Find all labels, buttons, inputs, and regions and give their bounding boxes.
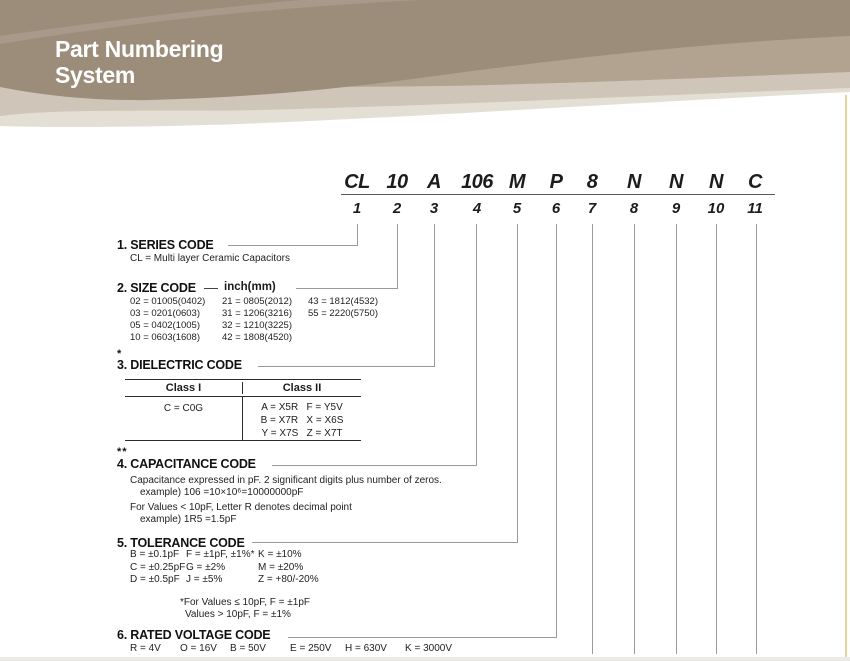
class2-row: Y = X7S Z = X7T xyxy=(261,427,343,439)
part-number-underline xyxy=(341,194,775,195)
size-unit-dash xyxy=(204,288,218,289)
voltage-code-title: 6. RATED VOLTAGE CODE xyxy=(117,628,271,642)
size-unit-label: inch(mm) xyxy=(224,281,276,293)
part-code-2: 10 xyxy=(386,171,408,193)
capacitance-example-1: example) 106 =10×10⁶=10000000pF xyxy=(140,487,304,498)
dielectric-code-title: 3. DIELECTRIC CODE xyxy=(117,358,242,372)
page-title-line1: Part Numbering xyxy=(55,36,224,62)
position-number-4: 4 xyxy=(472,200,482,217)
part-code-8: N xyxy=(627,171,641,193)
position-number-7: 7 xyxy=(587,200,597,217)
dielectric-footnote-marker: * xyxy=(117,348,123,360)
tolerance-entry: D = ±0.5pF xyxy=(130,574,180,586)
capacitance-rule: For Values < 10pF, Letter R denotes decimal point xyxy=(130,502,352,513)
size-code-entry: 21 = 0805(2012) xyxy=(222,296,292,307)
part-code-4: 106 xyxy=(461,171,493,193)
position-number-5: 5 xyxy=(512,200,522,217)
tolerance-entry: J = ±5% xyxy=(186,574,223,586)
class1-header: Class I xyxy=(165,382,202,394)
position-number-8: 8 xyxy=(629,200,639,217)
part-code-6: P xyxy=(549,171,563,193)
tolerance-entry: G = ±2% xyxy=(186,561,226,573)
tolerance-footnote-1: *For Values ≤ 10pF, F = ±1pF xyxy=(180,597,311,608)
series-code-title: 1. SERIES CODE xyxy=(117,238,214,252)
connector-hline-series xyxy=(228,245,358,246)
position-number-2: 2 xyxy=(392,200,402,217)
tolerance-column-3 xyxy=(258,549,319,587)
connector-vline-4 xyxy=(476,224,477,465)
tolerance-column-1 xyxy=(130,549,185,587)
connector-hline-capacitance xyxy=(272,465,477,466)
capacitance-description: Capacitance expressed in pF. 2 significant digits plus number of zeros. xyxy=(130,475,442,486)
page-bottom-edge xyxy=(0,657,850,661)
part-code-7: 8 xyxy=(586,171,598,193)
series-code-description: CL = Multi layer Ceramic Capacitors xyxy=(130,253,290,264)
capacitance-example-2: example) 1R5 =1.5pF xyxy=(140,514,237,525)
connector-vline-9 xyxy=(676,224,677,654)
connector-vline-6 xyxy=(556,224,557,637)
position-number-6: 6 xyxy=(551,200,561,217)
part-code-3: A xyxy=(427,171,441,193)
part-code-5: M xyxy=(508,171,526,193)
part-code-1: CL xyxy=(344,171,370,193)
capacitance-code-title: 4. CAPACITANCE CODE xyxy=(117,457,256,471)
voltage-entry-6: K = 3000V xyxy=(405,643,452,654)
size-code-column-3 xyxy=(308,296,378,320)
class2-row: A = X5R F = Y5V xyxy=(261,402,343,413)
size-code-entry: 42 = 1808(4520) xyxy=(222,332,292,343)
connector-vline-11 xyxy=(756,224,757,654)
page-title-line2: System xyxy=(55,62,136,88)
class2-header: Class II xyxy=(242,382,361,394)
connector-vline-8 xyxy=(634,224,635,654)
class2-row: B = X7R X = X6S xyxy=(260,414,344,426)
voltage-entry-3: B = 50V xyxy=(230,643,266,654)
capacitance-footnote-marker: ** xyxy=(117,446,128,458)
size-code-entry: 43 = 1812(4532) xyxy=(308,296,378,307)
position-number-1: 1 xyxy=(352,200,362,217)
connector-vline-3 xyxy=(434,224,435,366)
tolerance-column-2 xyxy=(186,549,255,587)
size-code-entry: 31 = 1206(3216) xyxy=(222,308,292,319)
part-code-9: N xyxy=(669,171,683,193)
tolerance-entry: C = ±0.25pF xyxy=(130,561,186,573)
position-number-9: 9 xyxy=(671,200,681,217)
connector-hline-tolerance xyxy=(252,542,518,543)
voltage-entry-5: H = 630V xyxy=(345,643,387,654)
class2-values xyxy=(242,397,361,440)
size-code-entry: 05 = 0402(1005) xyxy=(130,320,200,331)
part-code-11: C xyxy=(748,171,762,193)
dielectric-table-body xyxy=(125,397,361,441)
right-accent-border xyxy=(845,95,847,661)
size-code-entry: 03 = 0201(0603) xyxy=(130,308,200,319)
size-code-entry: 32 = 1210(3225) xyxy=(222,320,292,331)
tolerance-entry: B = ±0.1pF xyxy=(130,549,180,560)
connector-hline-dielectric xyxy=(258,366,435,367)
position-number-10: 10 xyxy=(707,200,725,217)
size-code-entry: 55 = 2220(5750) xyxy=(308,308,378,319)
connector-hline-voltage xyxy=(288,637,557,638)
connector-vline-7 xyxy=(592,224,593,654)
size-code-entry: 02 = 01005(0402) xyxy=(130,296,206,307)
voltage-entry-1: R = 4V xyxy=(130,643,161,654)
connector-vline-10 xyxy=(716,224,717,654)
size-code-column-2 xyxy=(222,296,292,344)
tolerance-code-title: 5. TOLERANCE CODE xyxy=(117,536,245,550)
position-number-11: 11 xyxy=(747,200,763,217)
class1-value: C = C0G xyxy=(163,403,204,414)
tolerance-footnote-2: Values > 10pF, F = ±1% xyxy=(185,609,291,620)
voltage-entry-2: O = 16V xyxy=(180,643,217,654)
voltage-entry-4: E = 250V xyxy=(290,643,332,654)
connector-hline-size xyxy=(296,288,398,289)
dielectric-table xyxy=(125,379,361,441)
size-code-column-1 xyxy=(130,296,205,344)
page-title xyxy=(55,36,223,88)
size-code-entry: 10 = 0603(1608) xyxy=(130,332,200,343)
tolerance-entry: M = ±20% xyxy=(258,561,304,573)
dielectric-table-header xyxy=(125,379,361,397)
tolerance-entry: Z = +80/-20% xyxy=(258,574,319,586)
position-number-3: 3 xyxy=(429,200,439,217)
tolerance-entry: K = ±10% xyxy=(258,549,302,560)
size-code-title: 2. SIZE CODE xyxy=(117,281,196,295)
part-code-10: N xyxy=(709,171,723,193)
connector-vline-2 xyxy=(397,224,398,288)
tolerance-entry: F = ±1pF, ±1%* xyxy=(186,549,255,560)
connector-vline-5 xyxy=(517,224,518,542)
connector-vline-1 xyxy=(357,224,358,246)
